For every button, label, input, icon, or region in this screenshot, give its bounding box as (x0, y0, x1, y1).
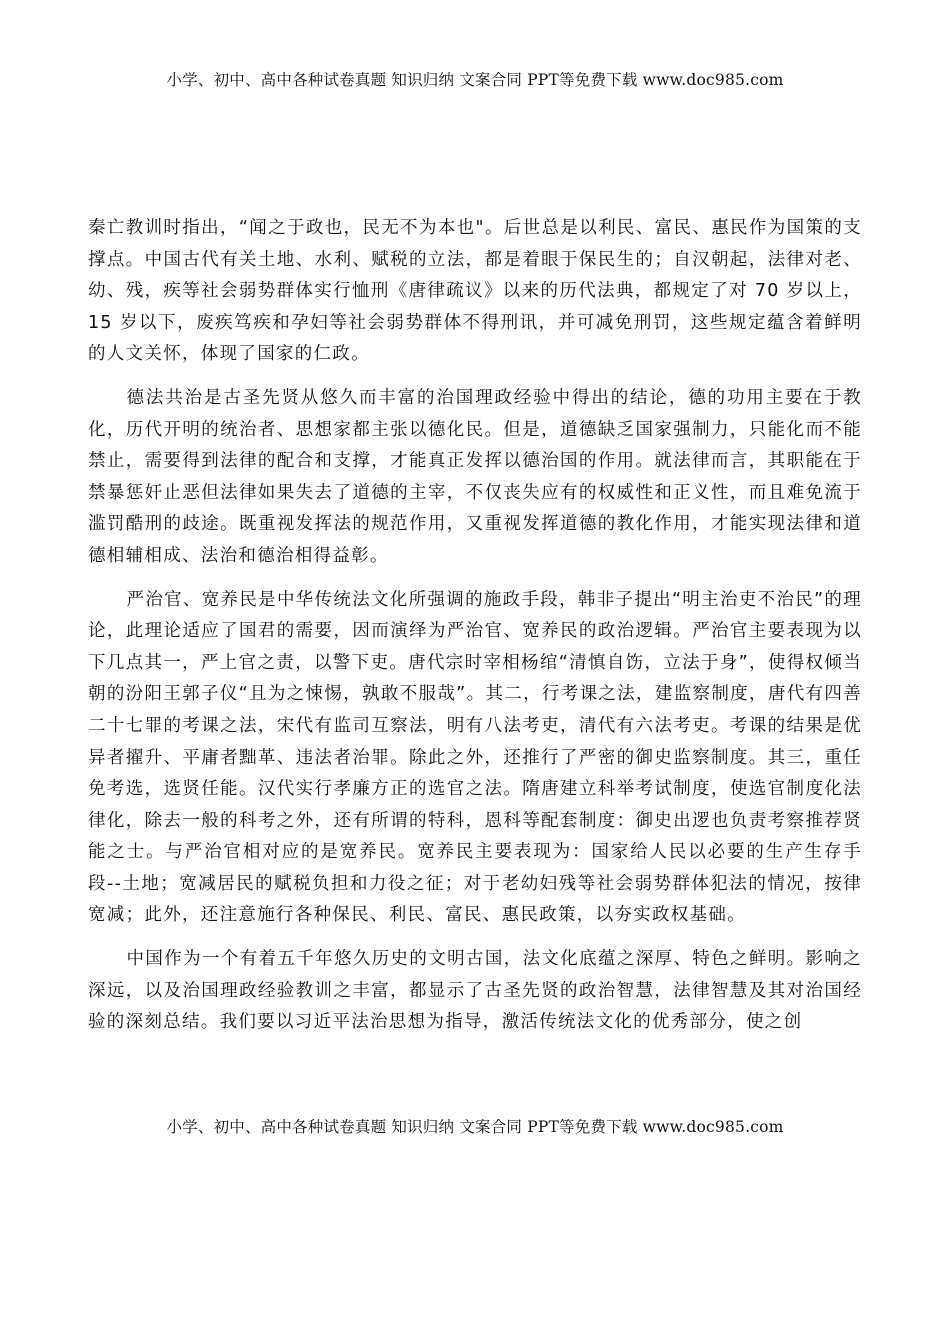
page-header: 小学、初中、高中各种试卷真题 知识归纳 文案合同 PPT等免费下载 www.doc985.com (166, 71, 784, 89)
paragraph-rule-of-virtue-and-law: 德法共治是古圣先贤从悠久而丰富的治国理政经验中得出的结论，德的功用主要在于教化，历代开明的统治者、思想家都主张以德化民。但是，道德缺乏国家强制力，只能化而不能禁止，需要得到法律的配合和支撑，才能真正发挥以德治国的作用。就法律而言，其职能在于禁暴惩奸止恶但法律如果失去了道德的主宰，不仅丧失应有的权威性和正义性，而且难免流于滥罚酷刑的歧途。既重视发挥法的规范作用，又重视发挥道德的教化作用，才能实现法律和道德相辅相成、法治和德治相得益彰。 (88, 387, 862, 566)
paragraph-continuation: 秦亡教训时指出，“闻之于政也，民无不为本也"。后世总是以利民、富民、惠民作为国策的支撑点。中国古代有关土地、水利、赋税的立法，都是着眼于保民生的；自汉朝起，法律对老、幼、残，疾等社会弱势群体实行恤刑《唐律疏议》以来的历代法典，都规定了对 70 岁以上，15 岁以下，废疾笃疾和孕妇等社会弱势群体不得刑讯，并可减免刑罚，这些规定蕴含着鲜明的人文关怀，体现了国家的仁政。 (88, 218, 862, 365)
document-body (88, 213, 862, 1051)
page-footer: 小学、初中、高中各种试卷真题 知识归纳 文案合同 PPT等免费下载 www.doc985.com (166, 1118, 784, 1136)
paragraph-strict-officials-lenient-people: 严治官、宽养民是中华传统法文化所强调的施政手段，韩非子提出“明主治吏不治民”的理论，此理论适应了国君的需要，因而演绎为严治官、宽养民的政治逻辑。严治官主要表现为以下几点其一，严上官之责，以警下吏。唐代宗时宰相杨绾“清慎自饬，立法于身”，使得权倾当朝的汾阳王郭子仪“且为之悚惕，孰敢不服哉”。其二，行考课之法，建监察制度，唐代有四善二十七罪的考课之法，宋代有监司互察法，明有八法考吏，清代有六法考吏。考课的结果是优异者擢升、平庸者黜革、违法者治罪。除此之外，还推行了严密的御史监察制度。其三，重任免考选，选贤任能。汉代实行孝廉方正的选官之法。隋唐建立科举考试制度，使选官制度化法律化，除去一般的科考之外，还有所谓的特科，恩科等配套制度：御史出逻也负责考察推荐贤能之士。与严治官相对应的是宽养民。宽养民主要表现为：国家给人民以必要的生产生存手段--土地；宽减居民的赋税负担和力役之征；对于老幼妇残等社会弱势群体犯法的情况，按律宽减；此外，还注意施行各种保民、利民、富民、惠民政策，以夯实政权基础。 (88, 589, 862, 926)
paragraph-conclusion: 中国作为一个有着五千年悠久历史的文明古国，法文化底蕴之深厚、特色之鲜明。影响之深远，以及治国理政经验教训之丰富，都显示了古圣先贤的政治智慧，法律智慧及其对治国经验的深刻总结。我们要以习近平法治思想为指导，激活传统法文化的优秀部分，使之创 (88, 949, 862, 1033)
